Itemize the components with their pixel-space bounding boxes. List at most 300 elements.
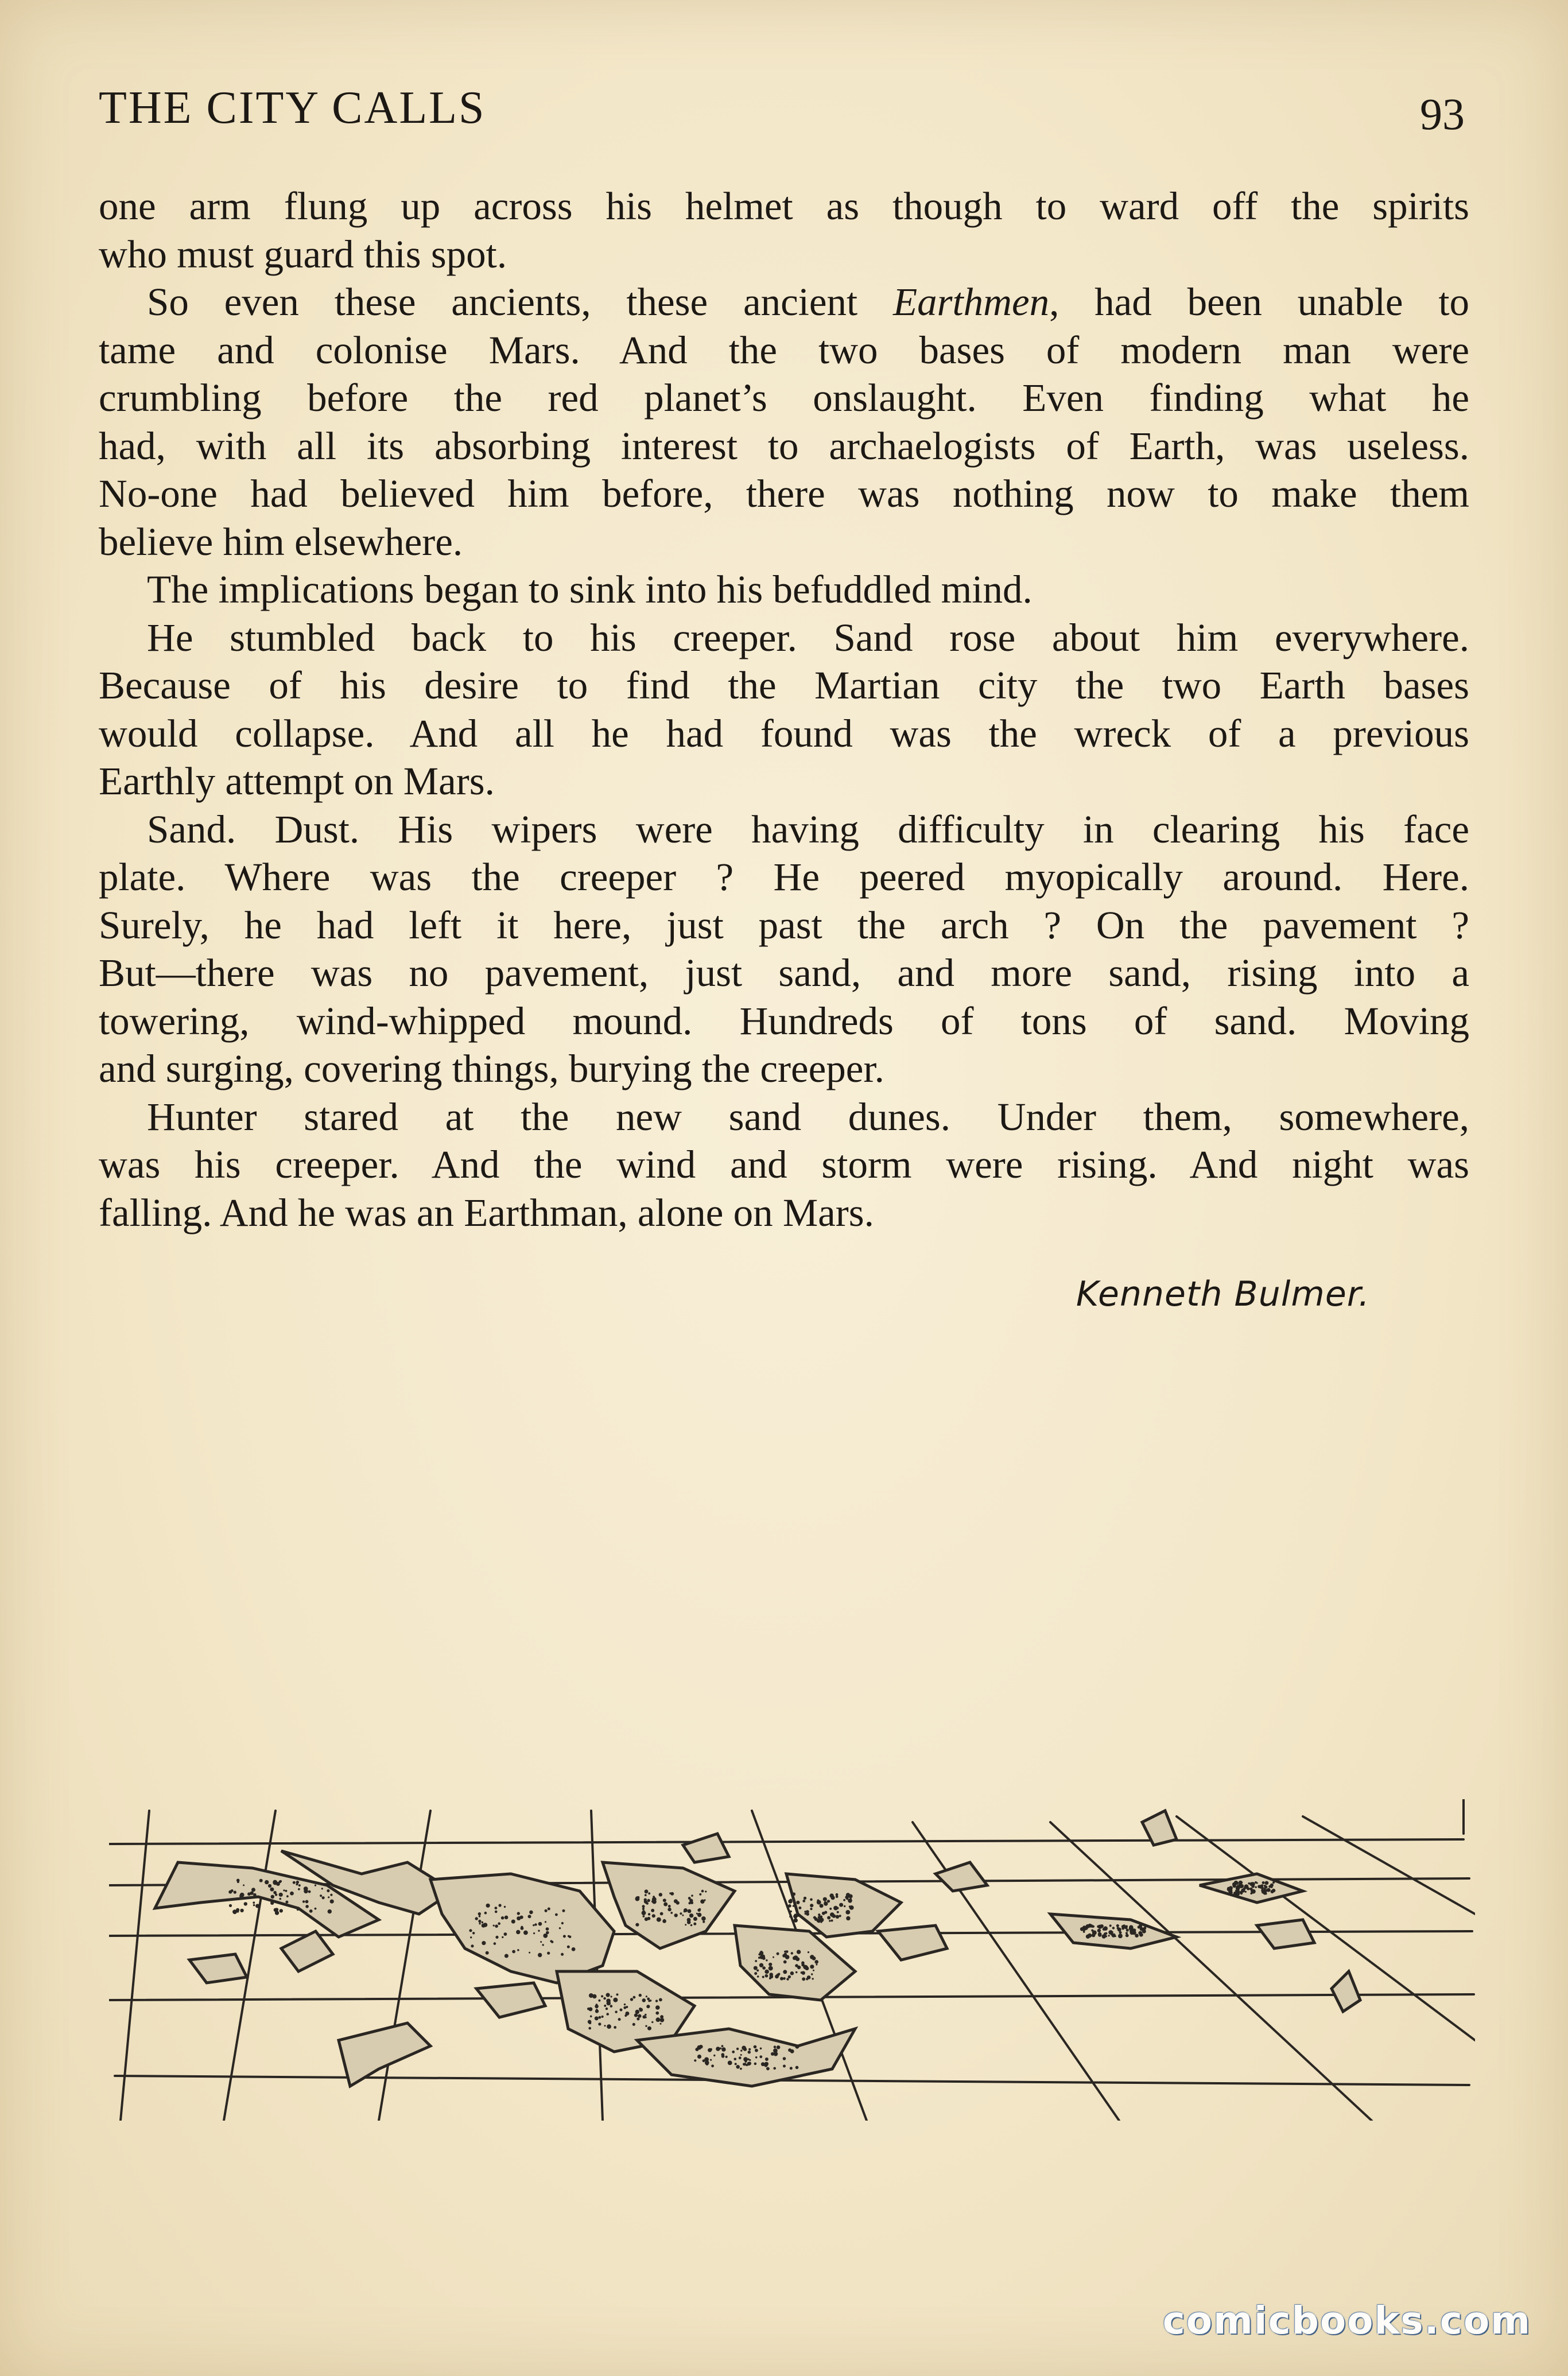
stipple-dot <box>529 1952 530 1954</box>
stipple-dot <box>517 1949 519 1951</box>
stipple-dot <box>777 1952 779 1955</box>
stipple-dot <box>711 2064 714 2067</box>
stipple-dot <box>823 1897 827 1901</box>
stipple-dot <box>749 2059 751 2061</box>
stipple-dot <box>547 1952 550 1955</box>
stipple-dot <box>810 1955 814 1959</box>
stipple-dot <box>812 1978 814 1979</box>
stipple-dot <box>244 1902 247 1905</box>
stipple-dot <box>795 2066 799 2070</box>
text-line: tame and colonise Mars. And the two bases of modern man were <box>99 328 1469 372</box>
stipple-dot <box>721 2045 724 2047</box>
stipple-dot <box>754 2045 757 2049</box>
text-line: The implications began to sink into his befuddled mind. <box>147 568 1033 611</box>
stipple-dot <box>689 1913 693 1917</box>
stipple-dot <box>762 1976 764 1978</box>
stipple-dot <box>810 1965 814 1969</box>
stipple-dot <box>495 1911 498 1913</box>
stipple-dot <box>704 1899 705 1901</box>
stipple-dot <box>499 1904 502 1907</box>
stipple-dot <box>475 1917 478 1920</box>
stipple-dot <box>613 1998 618 2002</box>
stipple-dot <box>760 2048 762 2050</box>
stipple-dot <box>268 1884 271 1888</box>
stipple-dot <box>784 1951 786 1953</box>
story-paragraph <box>99 566 1469 614</box>
text-line: and surging, covering things, burying the creeper. <box>99 1047 884 1090</box>
stipple-dot <box>701 1916 706 1921</box>
stipple-dot <box>1247 1888 1249 1890</box>
story-paragraph <box>99 614 1469 806</box>
stipple-dot <box>754 1972 757 1975</box>
stipple-dot <box>483 1923 488 1927</box>
stipple-dot <box>754 2063 757 2066</box>
stipple-dot <box>1112 1934 1116 1938</box>
stipple-dot <box>804 1897 806 1900</box>
stipple-dot <box>630 1998 633 2001</box>
stipple-dot <box>769 1966 773 1971</box>
stipple-dot <box>1125 1934 1129 1938</box>
stipple-dot <box>743 2063 746 2066</box>
stipple-dot <box>774 2045 777 2048</box>
stipple-dot <box>843 1899 845 1901</box>
stipple-dot <box>1117 1927 1120 1929</box>
stipple-dot <box>1097 1929 1101 1932</box>
stipple-dot <box>642 1911 646 1915</box>
stipple-dot <box>1264 1889 1266 1890</box>
stipple-dot <box>836 1915 839 1919</box>
stipple-dot <box>653 1896 655 1898</box>
stipple-dot <box>512 1950 515 1954</box>
stipple-dot <box>486 1904 490 1908</box>
stipple-dot <box>1126 1929 1129 1932</box>
stipple-dot <box>271 1895 275 1899</box>
stipple-dot <box>645 2016 647 2018</box>
stipple-dot <box>802 1973 805 1975</box>
stipple-dot <box>1251 1890 1253 1893</box>
stipple-dot <box>1261 1889 1264 1892</box>
stipple-dot <box>598 2022 601 2025</box>
stipple-dot <box>829 1908 832 1910</box>
stipple-dot <box>328 1896 329 1898</box>
stipple-dot <box>1090 1924 1093 1927</box>
stipple-dot <box>538 1930 540 1932</box>
story-paragraph <box>99 1093 1469 1237</box>
stipple-dot <box>1138 1931 1142 1935</box>
stipple-dot <box>1265 1881 1269 1885</box>
stipple-dot <box>783 1970 787 1974</box>
stipple-dot <box>1245 1891 1247 1893</box>
stipple-dot <box>298 1884 301 1886</box>
stipple-dot <box>528 1915 531 1918</box>
stipple-dot <box>534 1923 537 1925</box>
page-number: 93 <box>1420 89 1465 139</box>
stipple-dot <box>482 1941 486 1945</box>
stipple-dot <box>1083 1931 1085 1933</box>
pavement-shard <box>878 1925 947 1960</box>
stipple-dot <box>740 2068 742 2070</box>
stipple-dot <box>1116 1924 1119 1927</box>
stipple-dot <box>625 2012 629 2016</box>
stipple-dot <box>674 1899 678 1903</box>
stipple-dot <box>482 1921 484 1924</box>
stipple-dot <box>1112 1927 1115 1929</box>
grid-line <box>1050 1822 1372 2121</box>
stipple-dot <box>646 1995 647 1997</box>
stipple-dot <box>572 1947 576 1951</box>
stipple-dot <box>754 1966 758 1970</box>
stipple-dot <box>270 1901 274 1905</box>
stipple-dot <box>305 1905 309 1908</box>
stipple-dot <box>645 2014 647 2016</box>
stipple-dot <box>817 1919 820 1922</box>
stipple-dot <box>821 1921 822 1923</box>
stipple-dot <box>660 1912 663 1916</box>
stipple-dot <box>810 1899 813 1901</box>
stipple-dot <box>328 1909 332 1913</box>
pavement-shard <box>281 1931 333 1971</box>
stipple-dot <box>603 1997 606 2000</box>
stipple-dot <box>533 1932 535 1934</box>
stipple-dot <box>1237 1890 1240 1893</box>
stipple-dot <box>845 1910 850 1915</box>
stipple-dot <box>592 1994 596 1998</box>
stipple-dot <box>493 1925 495 1927</box>
stipple-dot <box>1118 1934 1123 1939</box>
stipple-dot <box>769 1963 772 1966</box>
stipple-dot <box>479 1915 481 1917</box>
stipple-dot <box>790 1911 792 1913</box>
stipple-dot <box>798 1907 801 1909</box>
stipple-dot <box>748 2048 751 2051</box>
stipple-dot <box>1109 1924 1112 1927</box>
stipple-dot <box>789 1916 791 1917</box>
stipple-dot <box>1251 1885 1255 1888</box>
stipple-dot <box>529 1911 533 1915</box>
stipple-dot <box>595 2005 599 2009</box>
stipple-dot <box>561 1953 564 1956</box>
stipple-dot <box>734 2058 737 2061</box>
stipple-dot <box>765 2057 769 2061</box>
stipple-dot <box>773 1956 774 1958</box>
stipple-dot <box>620 2009 623 2012</box>
stipple-dot <box>495 1936 498 1939</box>
stipple-dot <box>1129 1926 1133 1930</box>
stipple-dot <box>274 1908 278 1912</box>
stipple-dot <box>645 1917 648 1921</box>
pavement-shard <box>1257 1920 1314 1948</box>
stipple-dot <box>1139 1924 1142 1928</box>
stipple-dot <box>285 1901 288 1904</box>
stipple-dot <box>642 1998 646 2002</box>
stipple-dot <box>606 1993 610 1997</box>
stipple-dot <box>240 1909 243 1912</box>
stipple-dot <box>657 1917 661 1922</box>
pavement-shard <box>189 1954 247 1983</box>
stipple-dot <box>315 1885 316 1886</box>
pavement-shard <box>1050 1914 1177 1948</box>
stipple-dot <box>538 1922 542 1926</box>
stipple-dot <box>607 2024 611 2029</box>
stipple-dot <box>710 2059 712 2061</box>
story-paragraph <box>99 806 1469 1093</box>
stipple-dot <box>766 1959 767 1961</box>
stipple-dot <box>797 1914 799 1917</box>
stipple-dot <box>616 1993 619 1995</box>
stipple-dot <box>805 1913 807 1915</box>
stipple-dot <box>611 1995 612 1997</box>
stipple-dot <box>237 1881 239 1883</box>
stipple-dot <box>1083 1928 1086 1931</box>
stipple-dot <box>688 1909 692 1913</box>
stipple-dot <box>648 1892 650 1894</box>
stipple-dot <box>285 1890 288 1892</box>
stipple-dot <box>297 1908 299 1911</box>
stipple-dot <box>538 1953 542 1957</box>
stipple-dot <box>655 2000 658 2002</box>
stipple-dot <box>516 1930 520 1934</box>
stipple-dot <box>810 1904 813 1907</box>
stipple-dot <box>229 1904 232 1907</box>
stipple-dot <box>736 2065 740 2069</box>
stipple-dot <box>651 2021 653 2023</box>
stipple-dot <box>818 1913 820 1916</box>
stipple-dot <box>1098 1933 1101 1936</box>
stipple-dot <box>517 1912 520 1915</box>
stipple-dot <box>236 1911 239 1913</box>
stipple-dot <box>814 1960 818 1964</box>
stipple-dot <box>783 1977 786 1980</box>
stipple-dot <box>845 1896 849 1900</box>
text-line: towering, wind-whipped mound. Hundreds of tons of sand. Moving <box>99 999 1469 1043</box>
stipple-dot <box>668 1905 671 1908</box>
stipple-dot <box>796 1901 799 1904</box>
stipple-dot <box>824 1901 826 1904</box>
stipple-dot <box>758 1954 760 1956</box>
stipple-dot <box>280 1898 282 1900</box>
text-line: No-one had believed him before, there was nothing now to make them <box>99 472 1469 515</box>
stipple-dot <box>1227 1888 1231 1891</box>
stipple-dot <box>837 1911 839 1913</box>
stipple-dot <box>232 1909 237 1914</box>
stipple-dot <box>1086 1935 1090 1939</box>
stipple-dot <box>819 1901 821 1903</box>
stipple-dot <box>251 1888 255 1892</box>
stipple-dot <box>504 1916 509 1920</box>
stipple-dot <box>517 1916 521 1920</box>
stipple-dot <box>1236 1885 1240 1888</box>
story-paragraph <box>99 278 1469 566</box>
stipple-dot <box>739 2056 742 2059</box>
stipple-dot <box>331 1901 333 1904</box>
stipple-dot <box>601 1995 603 1997</box>
stipple-dot <box>697 2045 701 2050</box>
stipple-dot <box>523 1931 528 1935</box>
stipple-dot <box>304 1889 308 1894</box>
stipple-dot <box>694 2059 696 2061</box>
stipple-dot <box>788 1975 791 1978</box>
stipple-dot <box>786 1978 789 1980</box>
stipple-dot <box>811 1973 813 1975</box>
stipple-dot <box>327 1889 329 1892</box>
stipple-dot <box>693 1923 696 1925</box>
stipple-dot <box>813 1970 814 1971</box>
stipple-dot <box>650 2000 652 2002</box>
stipple-dot <box>568 1935 570 1938</box>
grid-line <box>1177 1816 1475 2040</box>
stipple-dot <box>761 2062 765 2066</box>
watermark: comicbooks.com <box>1162 2299 1531 2343</box>
stipple-dot <box>808 1951 809 1953</box>
stipple-dot <box>697 1909 701 1912</box>
stipple-dot <box>735 2063 737 2065</box>
pavement-shard <box>1332 1971 1360 2012</box>
stipple-dot <box>736 2048 739 2050</box>
stipple-dot <box>770 1975 774 1979</box>
stipple-dot <box>607 2001 611 2006</box>
stipple-dot <box>601 2016 604 2018</box>
stipple-dot <box>849 1905 854 1910</box>
stipple-dot <box>795 1964 798 1967</box>
stipple-dot <box>740 2049 742 2051</box>
stipple-dot <box>250 1891 254 1894</box>
stipple-dot <box>595 2016 599 2020</box>
stipple-dot <box>783 1960 787 1964</box>
stipple-dot <box>470 1936 472 1938</box>
stipple-dot <box>545 1909 548 1912</box>
stipple-dot <box>587 2008 590 2010</box>
stipple-dot <box>1125 1925 1128 1928</box>
stipple-dot <box>687 1920 691 1924</box>
stipple-dot <box>1270 1884 1274 1887</box>
text-line: Sand. Dust. His wipers were having difficulty in clearing his face <box>147 807 1469 851</box>
stipple-dot <box>655 2005 660 2010</box>
stipple-dot <box>633 1996 636 1999</box>
stipple-dot <box>1255 1881 1257 1884</box>
stipple-dot <box>833 1906 838 1911</box>
stipple-dot <box>548 1908 550 1911</box>
stipple-dot <box>623 2006 626 2009</box>
stipple-dot <box>848 1899 852 1903</box>
stipple-dot <box>684 1911 685 1912</box>
stipple-dot <box>652 1900 657 1904</box>
stipple-dot <box>293 1881 296 1884</box>
stipple-dot <box>639 2008 642 2010</box>
stipple-dot <box>697 1913 701 1917</box>
stipple-dot <box>234 1890 236 1893</box>
stipple-dot <box>315 1908 317 1910</box>
stipple-dot <box>792 1892 795 1896</box>
stipple-dot <box>755 2049 758 2052</box>
text-line: But—there was no pavement, just sand, and more sand, rising into a <box>99 951 1469 995</box>
stipple-dot <box>680 1912 682 1915</box>
stipple-dot <box>777 1974 780 1977</box>
stipple-dot <box>663 1899 666 1902</box>
stipple-dot <box>791 1952 793 1954</box>
stipple-dot <box>1267 1888 1271 1892</box>
stipple-dot <box>604 2005 606 2007</box>
stipple-dot <box>563 1935 566 1938</box>
stipple-dot <box>1135 1934 1139 1938</box>
stipple-dot <box>472 1932 475 1934</box>
stipple-dot <box>820 1904 824 1908</box>
stipple-dot <box>697 2055 701 2059</box>
stipple-dot <box>243 1884 244 1886</box>
stipple-dot <box>846 1916 850 1920</box>
stipple-dot <box>703 1921 705 1923</box>
stipple-dot <box>777 2045 781 2049</box>
stipple-dot <box>647 1998 650 2001</box>
stipple-dot <box>721 2055 725 2058</box>
stipple-dot <box>555 1913 558 1916</box>
stipple-dot <box>290 1892 294 1896</box>
stipple-dot <box>765 1974 769 1978</box>
grid-line <box>379 1811 430 2121</box>
stipple-dot <box>740 2054 742 2056</box>
stipple-dot <box>1271 1890 1274 1893</box>
stipple-dot <box>742 2046 746 2051</box>
story-paragraph <box>99 183 1469 278</box>
stipple-dot <box>486 1951 489 1955</box>
stipple-dot <box>1255 1886 1257 1888</box>
stipple-dot <box>1130 1931 1134 1935</box>
stipple-dot <box>804 1911 806 1913</box>
stipple-dot <box>1108 1935 1110 1936</box>
stipple-dot <box>479 1923 480 1924</box>
stipple-dot <box>659 1998 662 2002</box>
stipple-dot <box>495 1924 498 1928</box>
stipple-dot <box>794 1918 798 1922</box>
stipple-dot <box>228 1890 232 1894</box>
stipple-dot <box>305 1900 309 1904</box>
stipple-dot <box>701 1890 704 1893</box>
stipple-dot <box>790 2067 793 2070</box>
stipple-dot <box>298 1888 300 1890</box>
stipple-dot <box>762 1966 766 1970</box>
stipple-dot <box>590 2016 592 2018</box>
stipple-dot <box>1265 1893 1267 1894</box>
grid-line <box>121 1811 149 2121</box>
stipple-dot <box>255 1904 259 1908</box>
stipple-dot <box>830 1912 835 1917</box>
stipple-dot <box>725 2056 728 2058</box>
text-line: who must guard this spot. <box>99 232 507 276</box>
grid-line <box>913 1822 1119 2121</box>
stipple-dot <box>790 2049 794 2053</box>
stipple-dot <box>839 1915 841 1917</box>
stipple-dot <box>806 1978 808 1980</box>
stipple-dot <box>296 1883 298 1885</box>
stipple-dot <box>1119 1931 1122 1934</box>
stipple-dot <box>589 2022 592 2025</box>
stipple-dot <box>471 1944 473 1947</box>
stipple-dot <box>1103 1928 1105 1931</box>
stipple-dot <box>645 1889 649 1893</box>
stipple-dot <box>253 1904 255 1907</box>
pavement-shard <box>786 1874 901 1937</box>
stipple-dot <box>567 1946 570 1948</box>
stipple-dot <box>780 1977 783 1981</box>
stipple-dot <box>1100 1924 1104 1928</box>
stipple-dot <box>521 1927 524 1930</box>
stipple-dot <box>610 2005 613 2008</box>
stipple-dot <box>829 1920 830 1921</box>
stipple-dot <box>744 2060 747 2063</box>
stipple-dot <box>829 1893 833 1897</box>
stipple-dot <box>669 1892 672 1894</box>
stipple-dot <box>540 1941 542 1943</box>
stipple-dot <box>839 1903 843 1907</box>
